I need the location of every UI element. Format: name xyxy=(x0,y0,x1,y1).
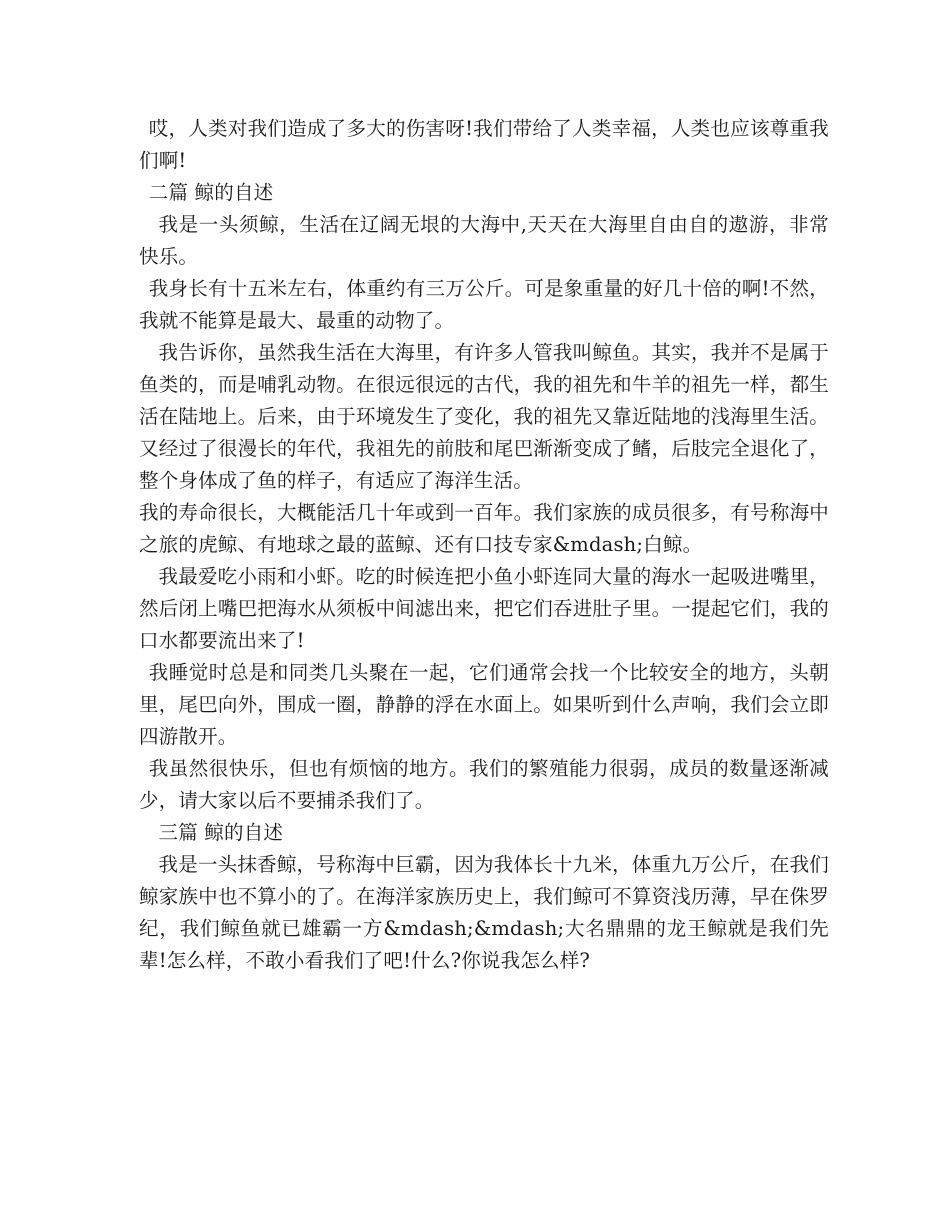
section-heading-3: 三篇 鲸的自述 xyxy=(158,821,284,844)
paragraph: 我的寿命很长，大概能活几十年或到一百年。我们家族的成员很多，有号称海中之旅的虎鲸、有地球之最的蓝鲸、还有口技专家&mdash;白鲸。 xyxy=(139,501,829,556)
paragraph: 我睡觉时总是和同类几头聚在一起，它们通常会找一个比较安全的地方，头朝里，尾巴向外，围成一圈，静静的浮在水面上。如果听到什么声响，我们会立即四游散开。 xyxy=(139,661,829,748)
document-body xyxy=(139,113,829,977)
section-heading-2: 二篇 鲸的自述 xyxy=(148,181,274,204)
paragraph: 我是一头抹香鲸，号称海中巨霸，因为我体长十九米，体重九万公斤，在我们鲸家族中也不算小的了。在海洋家族历史上，我们鲸可不算资浅历薄，早在侏罗纪，我们鲸鱼就已雄霸一方&mdash;&mdash;大名鼎鼎的龙王鲸就是我们先辈!怎么样，不敢小看我们了吧!什么?你说我怎么样? xyxy=(139,853,829,972)
paragraph: 我告诉你，虽然我生活在大海里，有许多人管我叫鲸鱼。其实，我并不是属于鱼类的，而是哺乳动物。在很远很远的古代，我的祖先和牛羊的祖先一样，都生活在陆地上。后来，由于环境发生了变化，我的祖先又靠近陆地的浅海里生活。又经过了很漫长的年代，我祖先的前肢和尾巴渐渐变成了鳍，后肢完全退化了，整个身体成了鱼的样子，有适应了海洋生活。 xyxy=(139,341,829,492)
paragraph: 我最爱吃小雨和小虾。吃的时候连把小鱼小虾连同大量的海水一起吸进嘴里，然后闭上嘴巴把海水从须板中间滤出来，把它们吞进肚子里。一提起它们，我的口水都要流出来了! xyxy=(139,565,829,652)
paragraph: 我虽然很快乐，但也有烦恼的地方。我们的繁殖能力很弱，成员的数量逐渐减少，请大家以后不要捕杀我们了。 xyxy=(139,757,829,812)
paragraph: 我是一头须鲸，生活在辽阔无垠的大海中,天天在大海里自由自的遨游，非常快乐。 xyxy=(139,213,829,268)
paragraph: 我身长有十五米左右，体重约有三万公斤。可是象重量的好几十倍的啊!不然，我就不能算是最大、最重的动物了。 xyxy=(139,277,829,332)
paragraph-intro: 哎，人类对我们造成了多大的伤害呀!我们带给了人类幸福，人类也应该尊重我们啊! xyxy=(139,117,829,172)
